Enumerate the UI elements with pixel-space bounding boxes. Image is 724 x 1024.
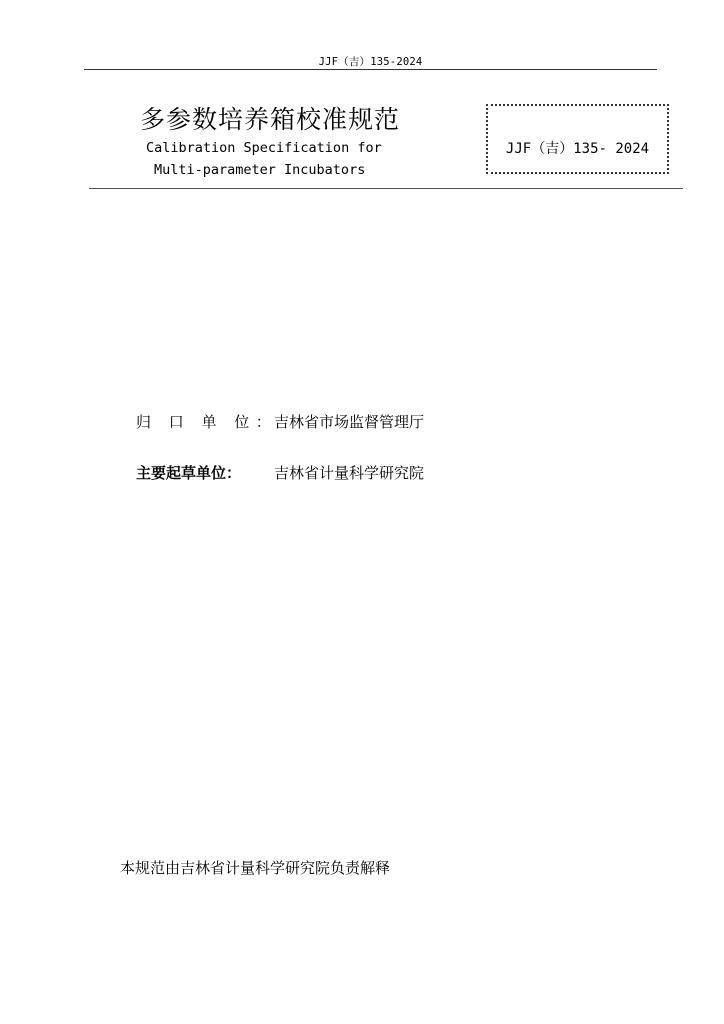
- running-header-code: JJF（吉）135-2024: [318, 56, 423, 68]
- specification-code-box: [486, 104, 669, 174]
- drafter-row: [136, 462, 424, 483]
- header-divider: [84, 69, 657, 70]
- title-divider: [89, 188, 683, 189]
- authority-label: 归 口 单 位：: [136, 413, 278, 431]
- english-title-line-1: Calibration Specification for: [146, 140, 382, 156]
- authority-row: [136, 411, 424, 432]
- authority-value: 吉林省市场监督管理厅: [274, 413, 425, 431]
- document-title-english: [146, 137, 382, 181]
- document-title-chinese: 多参数培养箱校准规范: [140, 105, 401, 134]
- interpretation-note: 本规范由吉林省计量科学研究院负责解释: [120, 859, 391, 877]
- english-title-line-2: Multi-parameter Incubators: [154, 162, 366, 178]
- drafter-label: 主要起草单位：: [136, 464, 242, 482]
- specification-code: JJF（吉）135- 2024: [505, 141, 650, 157]
- drafter-value: 吉林省计量科学研究院: [274, 464, 425, 482]
